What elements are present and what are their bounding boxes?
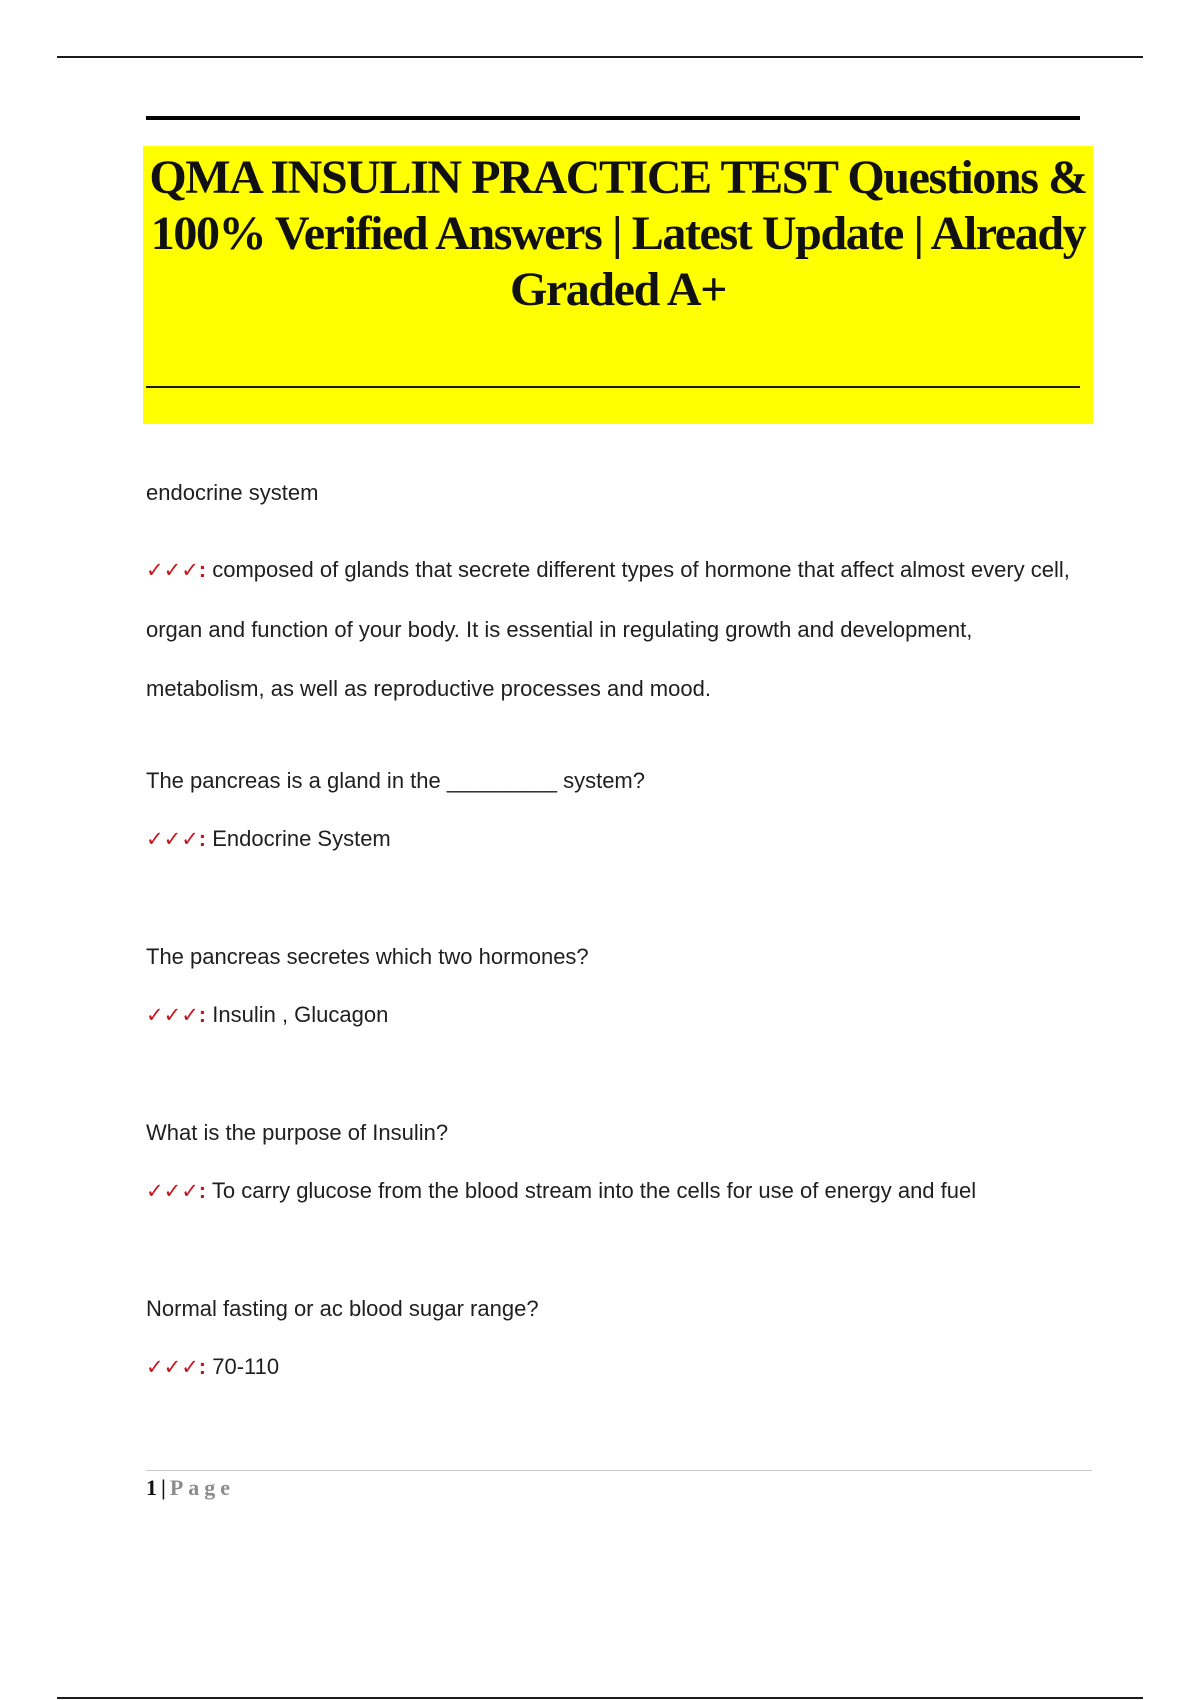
answer-text: [146, 826, 1086, 852]
question-text: Normal fasting or ac blood sugar range?: [146, 1296, 539, 1321]
check-marks-icon: ✓✓✓: [146, 1003, 199, 1027]
answer-colon: :: [198, 1002, 207, 1027]
question-text: The pancreas is a gland in the _________ system?: [146, 768, 645, 793]
answer-value: Endocrine System: [206, 826, 391, 851]
check-marks-icon: ✓✓✓: [146, 1355, 199, 1379]
qa-item: [146, 1296, 1086, 1379]
answer-value: Insulin , Glucagon: [206, 1002, 389, 1027]
answer-colon: :: [198, 1354, 207, 1379]
qa-item: [146, 944, 1086, 1027]
check-marks-icon: ✓✓✓: [146, 558, 199, 582]
page-label: Page: [169, 1475, 236, 1500]
answer-value: To carry glucose from the blood stream into the cells for use of energy and fuel: [206, 1178, 977, 1203]
question-text: What is the purpose of Insulin?: [146, 1120, 449, 1145]
answer-text: [146, 1002, 1086, 1028]
answer-colon: :: [198, 557, 207, 582]
header-rule: [146, 116, 1080, 120]
answer-value: 70-110: [206, 1354, 280, 1379]
answer-colon: :: [198, 1178, 207, 1203]
document-title: QMA INSULIN PRACTICE TEST Questions & 100% Verified Answers | Latest Update | Already Graded A+: [149, 151, 1087, 316]
check-marks-icon: ✓✓✓: [146, 1179, 199, 1203]
answer-text: [146, 1354, 1086, 1380]
check-marks-icon: ✓✓✓: [146, 827, 199, 851]
qa-item: [146, 480, 1086, 701]
page-top-rule: [57, 56, 1143, 58]
footer-rule: [146, 1470, 1092, 1471]
qa-item: [146, 768, 1086, 851]
page-separator: |: [161, 1475, 166, 1500]
qa-item: [146, 1120, 1086, 1203]
title-underline: [146, 386, 1080, 388]
answer-text: [146, 1178, 1086, 1204]
page-footer: [146, 1474, 235, 1502]
question-text: endocrine system: [146, 480, 319, 505]
page-bottom-rule: [57, 1697, 1143, 1699]
page-number: 1: [146, 1475, 157, 1500]
answer-text: [146, 540, 1086, 718]
answer-value: composed of glands that secrete different types of hormone that affect almost every cell, organ and function of your body. It is essential in regulating growth and development, metabolism, as well as reproductive processes and mood.: [146, 557, 1070, 701]
title-banner: [143, 146, 1093, 424]
answer-colon: :: [198, 826, 207, 851]
question-text: The pancreas secretes which two hormones?: [146, 944, 589, 969]
